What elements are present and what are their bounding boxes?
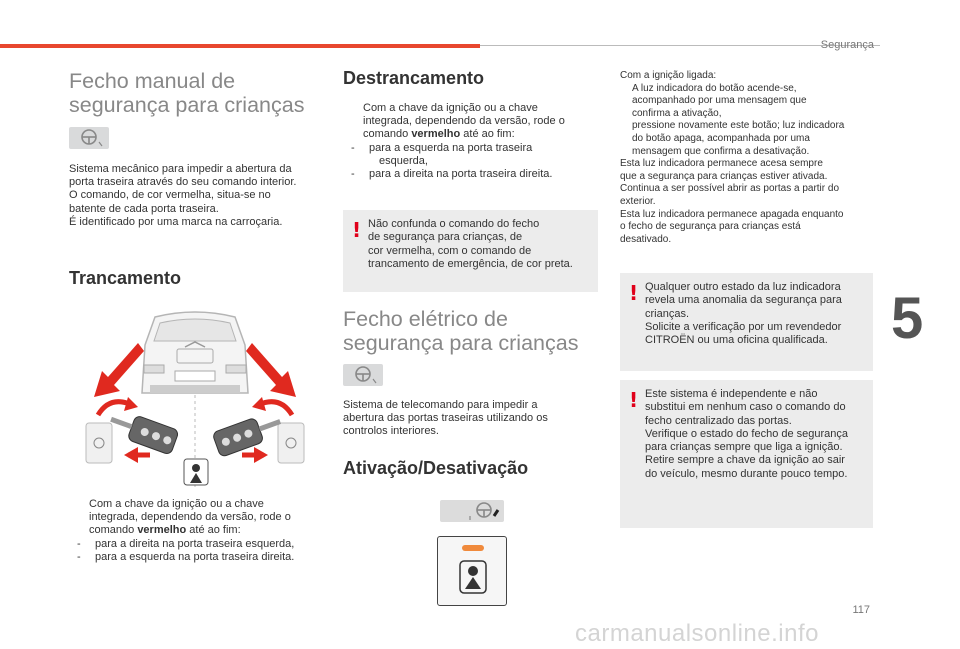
sub-item-continuation: esquerda, xyxy=(379,154,428,167)
text-line: Sistema mecânico para impedir a abertura da xyxy=(69,163,292,175)
title-line: Fecho manual de xyxy=(69,69,236,93)
text-line: fecho centralizado das portas. xyxy=(645,414,792,427)
bullet-item xyxy=(620,120,880,133)
text-line: cor vermelha, com o comando de xyxy=(368,244,532,257)
text-line: do veículo, mesmo durante pouco tempo. xyxy=(645,467,848,480)
heading-text: Trancamento xyxy=(69,268,182,288)
indicator-light xyxy=(462,545,484,551)
warning-note-independent xyxy=(620,380,873,528)
text-line: Esta luz indicadora permanece acesa sempre xyxy=(620,158,823,170)
title-line: segurança para crianças xyxy=(343,331,579,355)
text-line: Não confunda o comando do fecho xyxy=(368,218,540,230)
text-line: Esta luz indicadora permanece apagada enquanto xyxy=(620,208,844,220)
dash-marker: - xyxy=(351,168,355,181)
page-number: 117 xyxy=(852,604,870,616)
text-line xyxy=(363,128,598,141)
warning-text xyxy=(645,281,871,347)
electric-lock-title xyxy=(343,307,603,355)
text-run: até ao fim: xyxy=(186,524,241,537)
text-line: que a segurança para crianças estiver ativada. xyxy=(620,170,828,182)
text-line: porta traseira através do seu comando interior. xyxy=(69,176,297,189)
text-line: Continua a ser possível abrir as portas a partir do xyxy=(620,183,839,195)
dash-marker: - xyxy=(351,141,355,154)
manual-lock-title xyxy=(69,69,329,117)
text-line: abertura das portas traseiras utilizando os xyxy=(343,412,548,425)
header-accent-bar xyxy=(0,44,480,48)
text-line: para a direita na porta traseira direita. xyxy=(369,168,553,181)
section-title: Segurança xyxy=(820,39,874,51)
text-line: Com a chave da ignição ou a chave xyxy=(363,102,538,114)
sub-item xyxy=(343,142,598,155)
watermark: carmanualsonline.info xyxy=(575,620,819,647)
text-line: de segurança para crianças, de xyxy=(368,231,523,244)
title-line: Fecho elétrico de xyxy=(343,307,508,331)
text-run: comando xyxy=(89,524,138,537)
text-line: desativado. xyxy=(620,233,672,245)
bullet-item xyxy=(620,83,880,96)
text-line: mensagem que confirma a desativação. xyxy=(632,145,810,157)
text-line: Qualquer outro estado da luz indicadora xyxy=(645,281,841,293)
text-line: confirma a ativação, xyxy=(632,107,722,119)
warning-icon: ! xyxy=(629,281,639,305)
bullet-item xyxy=(343,102,598,142)
text-line: Verifique o estado do fecho de segurança xyxy=(645,427,849,440)
text-line: batente de cada porta traseira. xyxy=(69,202,219,215)
ativacao-heading xyxy=(343,458,528,479)
text-line: A luz indicadora do botão acende-se, xyxy=(632,82,797,94)
text-line: para a esquerda na porta traseira direita. xyxy=(95,550,295,563)
emphasis: vermelho xyxy=(137,524,187,537)
text-line: Solicite a verificação por um revendedor xyxy=(645,320,842,333)
text-line: Com a ignição ligada: xyxy=(620,70,717,81)
text-line: para a direita na porta traseira esquerda, xyxy=(95,537,295,550)
title-line: segurança para crianças xyxy=(69,93,305,117)
warning-note-anomaly xyxy=(620,273,873,371)
sub-item xyxy=(69,538,339,551)
text-line: acompanhado por uma mensagem que xyxy=(632,95,807,107)
steering-wheel-icon xyxy=(69,127,109,149)
trancamento-instructions xyxy=(69,498,339,564)
text-line: Retire sempre a chave da ignição ao sair xyxy=(645,454,845,467)
sub-item xyxy=(343,168,598,181)
text-line: integrada, dependendo da versão, rode o xyxy=(363,115,565,128)
text-line: O comando, de cor vermelha, situa-se no xyxy=(69,189,271,202)
warning-text xyxy=(645,388,871,481)
bullet-item xyxy=(69,498,339,538)
child-lock-icon xyxy=(458,559,488,595)
destrancamento-heading xyxy=(343,68,484,89)
text-line: trancamento de emergência, de cor preta. xyxy=(368,257,573,270)
heading-text: Ativação/Desativação xyxy=(343,458,529,478)
child-lock-illustration xyxy=(80,305,310,487)
text-line: CITROËN ou uma oficina qualificada. xyxy=(645,334,828,347)
text-run: até ao fim: xyxy=(460,128,515,141)
electric-lock-intro xyxy=(343,399,603,439)
dash-marker: - xyxy=(77,537,81,550)
warning-note-colors xyxy=(343,210,598,292)
text-line: o fecho de segurança para crianças está xyxy=(620,221,801,233)
text-line: substitui em nenhum caso o comando do xyxy=(645,401,846,414)
text-line xyxy=(89,524,339,537)
heading-text: Destrancamento xyxy=(343,68,485,88)
dash-marker: - xyxy=(77,550,81,563)
text-line: Com a chave da ignição ou a chave xyxy=(89,498,264,510)
text-line: Este sistema é independente e não xyxy=(645,388,818,400)
text-line: controlos interiores. xyxy=(343,425,439,438)
ativacao-text xyxy=(620,70,880,246)
text-line: Sistema de telecomando para impedir a xyxy=(343,399,538,411)
child-lock-button[interactable] xyxy=(437,536,507,606)
trancamento-heading xyxy=(69,268,181,289)
text-line: para a esquerda na porta traseira xyxy=(369,141,533,154)
text-line: integrada, dependendo da versão, rode o xyxy=(89,511,291,524)
warning-icon: ! xyxy=(629,388,639,412)
text-line: crianças. xyxy=(645,307,690,320)
text-line: para crianças sempre que liga a ignição. xyxy=(645,441,843,454)
emphasis: vermelho xyxy=(411,128,461,141)
text-line: exterior. xyxy=(620,195,656,207)
manual-lock-intro xyxy=(69,163,334,229)
text-line: pressione novamente este botão; luz indicadora xyxy=(632,120,845,132)
text-line: do botão apaga, acompanhada por uma xyxy=(632,132,810,144)
destrancamento-instructions xyxy=(343,102,598,181)
warning-text xyxy=(368,218,596,271)
chapter-number: 5 xyxy=(891,286,924,351)
steering-wheel-icon xyxy=(343,364,383,386)
text-line: É identificado por uma marca na carroçaria. xyxy=(69,215,283,228)
warning-icon: ! xyxy=(352,218,362,242)
text-run: comando xyxy=(363,128,412,141)
steering-wheel-icon xyxy=(440,500,504,522)
sub-item xyxy=(69,551,339,564)
text-line: revela uma anomalia da segurança para xyxy=(645,294,842,307)
